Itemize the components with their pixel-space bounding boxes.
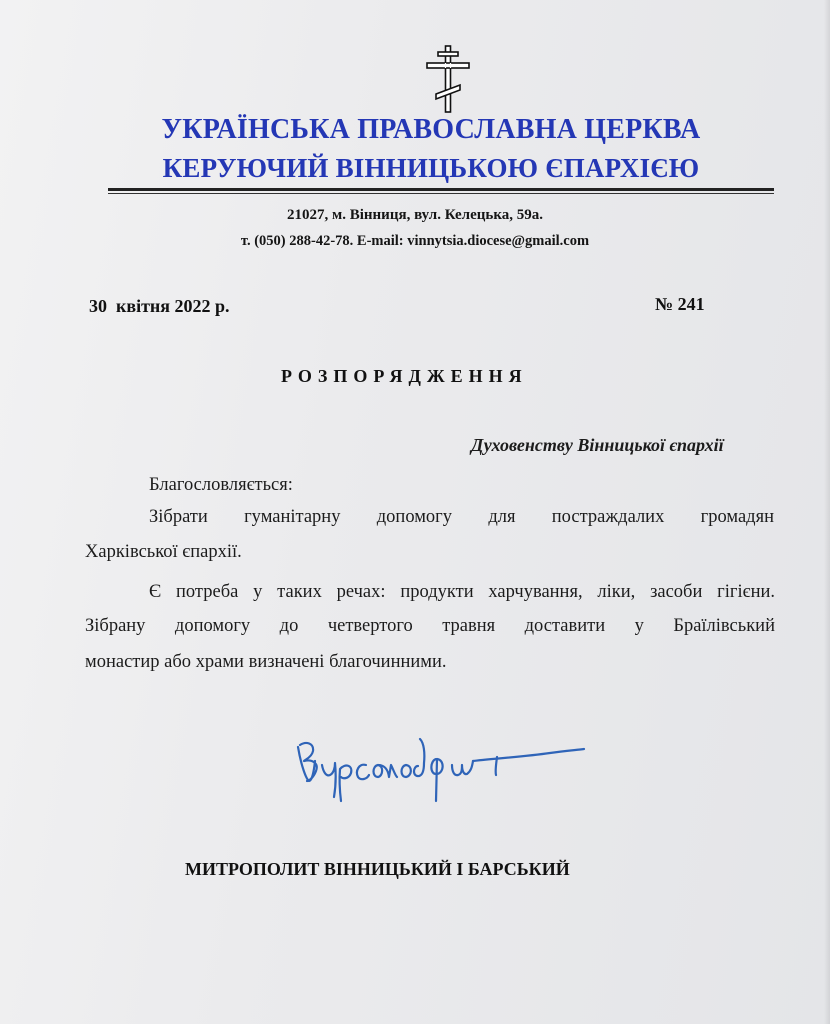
header-rule-thick [108, 188, 774, 191]
church-name-heading: УКРАЇНСЬКА ПРАВОСЛАВНА ЦЕРКВА [161, 114, 701, 145]
contact-line: т. (050) 288-42-78. E-mail: vinnytsia.diocese@gmail.com [240, 233, 590, 249]
orthodox-cross-icon [425, 44, 471, 114]
body-line-4: Є потреба у таких речах: продукти харчування, ліки, засоби гігієни. [149, 582, 775, 602]
body-line-2: Зібрати гуманітарну допомогу для постраждалих громадян [149, 507, 774, 527]
signatory-title: МИТРОПОЛИТ ВІННИЦЬКИЙ І БАРСЬКИЙ [185, 859, 570, 879]
header-rule-thin [108, 193, 774, 194]
body-line-3: Харківської єпархії. [85, 542, 242, 562]
postal-address: 21027, м. Вінниця, вул. Келецька, 59а. [287, 207, 543, 223]
body-line-1: Благословляється: [149, 475, 293, 495]
document-date: 30 квітня 2022 р. [89, 296, 230, 316]
handwritten-signature [292, 735, 592, 805]
document-title: РОЗПОРЯДЖЕННЯ [281, 366, 528, 386]
body-line-5: Зібрану допомогу до четвертого травня доставити у Браїлівський [85, 616, 775, 636]
addressee: Духовенству Вінницької єпархії [471, 435, 724, 455]
diocese-heading: КЕРУЮЧИЙ ВІННИЦЬКОЮ ЄПАРХІЄЮ [162, 153, 700, 183]
body-line-6: монастир або храми визначені благочинними. [85, 652, 447, 672]
document-number: № 241 [655, 294, 705, 314]
